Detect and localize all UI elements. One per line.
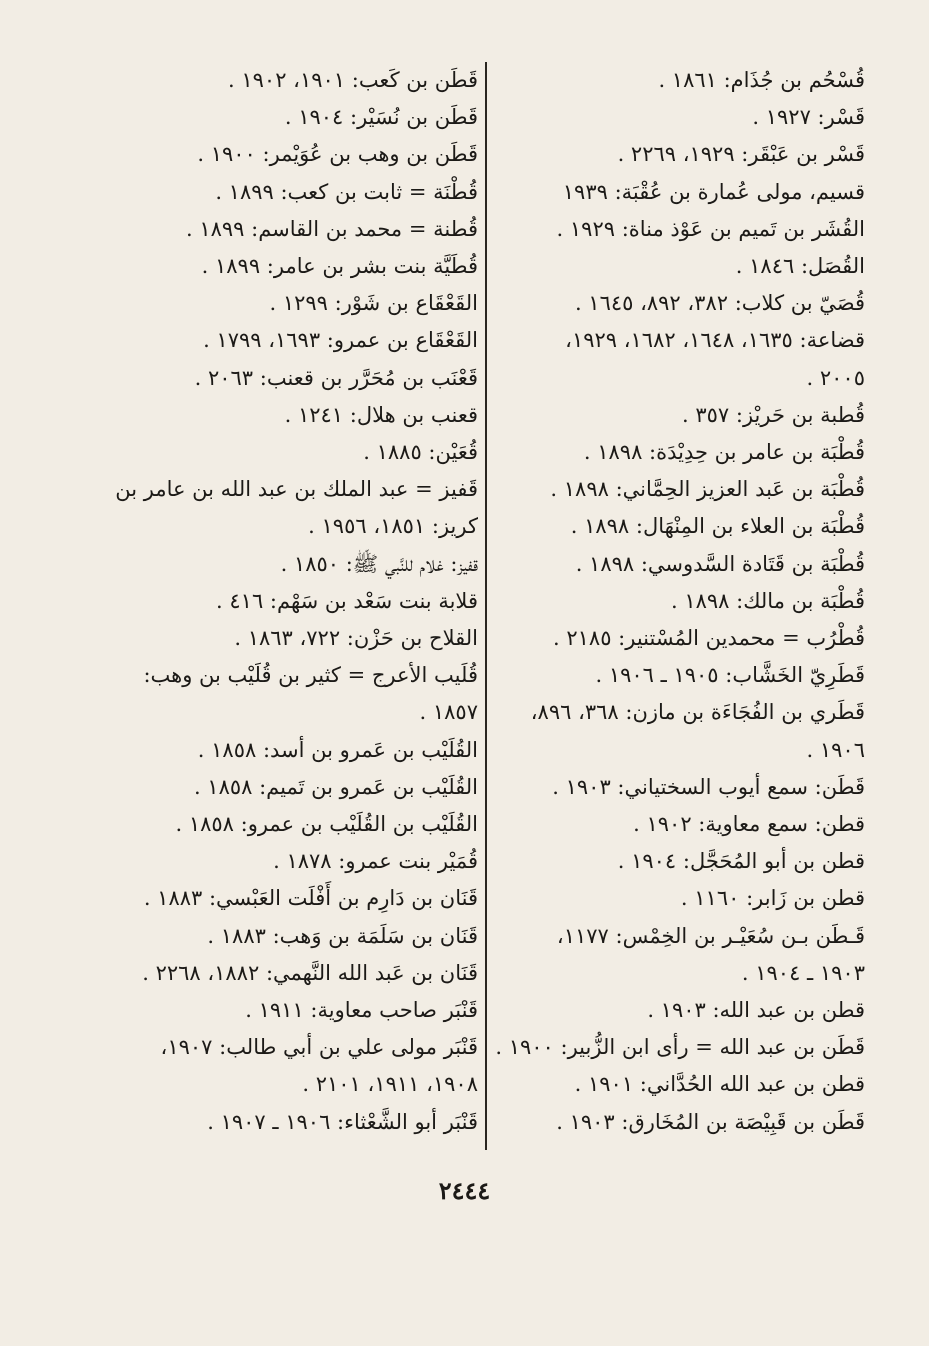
index-entry: القُلَيْب بن عَمرو بن أسد: ١٨٥٨ . — [197, 737, 478, 762]
index-entry: قَطَن بن وهب بن عُوَيْمر: ١٩٠٠ . — [197, 142, 478, 167]
index-entry: قُطْبَة بن عامر بن حِدِيْدَة: ١٨٩٨ . — [583, 440, 865, 465]
index-entry: قضاعة: ١٦٣٥، ١٦٤٨، ١٦٨٢، ١٩٢٩، — [565, 328, 865, 353]
index-entry: قَنْبَر مولى علي بن أبي طالب: ١٩٠٧، — [160, 1035, 478, 1060]
index-entry: قطن بن عبد الله: ١٩٠٣ . — [647, 998, 865, 1023]
index-entry: قطن بن أبو المُحَجَّل: ١٩٠٤ . — [617, 849, 865, 874]
index-entry: ٢٠٠٥ . — [806, 365, 865, 390]
index-entry: ١٩٠٨، ١٩١١، ٢١٠١ . — [302, 1072, 478, 1097]
index-entry: قَطَن بن عبد الله = رأى ابن الزُّبير: ١٩٠٠ . — [495, 1035, 865, 1060]
index-entry: قُطَيَّة بنت بشر بن عامر: ١٨٩٩ . — [201, 254, 478, 279]
index-entry: قفيز: غلام للنَّبي ﷺ: ١٨٥٠ . — [280, 551, 478, 576]
page-number: ٢٤٤٤ — [438, 1176, 491, 1205]
index-entry: قسيم، مولى عُمارة بن عُقْبَة: ١٩٣٩ — [562, 179, 865, 204]
index-entry: قُطْنَة = ثابت بن كعب: ١٨٩٩ . — [215, 179, 478, 204]
index-entry: قَنَان بن دَارِم بن أَفْلَت العَبْسي: ١٨٨٣ . — [143, 886, 478, 911]
index-entry: قَنَان بن عَبد الله النَّهمي: ١٨٨٢، ٢٢٦٨ . — [142, 960, 478, 985]
index-entry: قَطَن بن قَبِيْصَة بن المُخَارق: ١٩٠٣ . — [556, 1109, 865, 1134]
index-entry: قُلَيب الأعرج = كثير بن قُلَيْب بن وهب: — [143, 663, 478, 688]
index-entry: قعنب بن هلال: ١٢٤١ . — [284, 402, 478, 427]
index-entry: القُلَيْب بن القُلَيْب بن عمرو: ١٨٥٨ . — [175, 812, 478, 837]
index-entry: قَنْبَر صاحب معاوية: ١٩١١ . — [245, 998, 478, 1023]
index-entry: قَطَن بن كَعب: ١٩٠١، ١٩٠٢ . — [228, 68, 478, 92]
left-column — [100, 62, 478, 1141]
index-entry: قلابة بنت سَعْد بن سَهْم: ٤١٦ . — [216, 588, 478, 613]
index-entry: قَطَن: سمع أيوب السختياني: ١٩٠٣ . — [552, 774, 865, 799]
index-entry: قُطْبَة بن العلاء بن المِنْهَال: ١٨٩٨ . — [570, 514, 865, 539]
index-entry: قُطنة = محمد بن القاسم: ١٨٩٩ . — [185, 216, 478, 241]
index-entry: قُمَيْر بنت عمرو: ١٨٧٨ . — [273, 849, 478, 874]
index-entry: قَعْنَب بن مُحَرَّر بن قعنب: ٢٠٦٣ . — [194, 365, 478, 390]
index-entry: قُطْبَة بن قَتَادة السَّدوسي: ١٨٩٨ . — [575, 551, 865, 576]
index-entry: قَسْر: ١٩٢٧ . — [752, 105, 865, 130]
index-entry: قَسْر بن عَبْقَر: ١٩٢٩، ٢٢٦٩ . — [617, 142, 865, 167]
index-entry: قُصَيّ بن كلاب: ٣٨٢، ٨٩٢، ١٦٤٥ . — [574, 291, 865, 316]
index-entry: ١٨٥٧ . — [419, 700, 478, 725]
index-entry: قطن: سمع معاوية: ١٩٠٢ . — [633, 812, 865, 837]
index-entry: قُطبة بن حَريْز: ٣٥٧ . — [682, 402, 865, 427]
column-divider — [485, 62, 487, 1150]
index-entry: قطن بن زَابر: ١١٦٠ . — [680, 886, 865, 911]
index-entry: قَفيز = عبد الملك بن عبد الله بن عامر بن — [115, 477, 478, 502]
index-entry: القلاح بن حَزْن: ٧٢٢، ١٨٦٣ . — [234, 626, 478, 651]
index-entry: القُشَر بن تَميم بن عَوْذ مناة: ١٩٢٩ . — [556, 216, 865, 241]
index-entry: قُطْبَة بن مالك: ١٨٩٨ . — [670, 588, 865, 613]
index-entry: قُطْبَة بن عَبد العزيز الحِمَّاني: ١٨٩٨ . — [550, 477, 865, 502]
index-entry: قُعَيْن: ١٨٨٥ . — [363, 440, 478, 465]
index-entry: ١٩٠٦ . — [806, 737, 865, 762]
index-entry: كريز: ١٨٥١، ١٩٥٦ . — [308, 514, 478, 539]
index-entry: قَنَان بن سَلَمَة بن وَهب: ١٨٨٣ . — [207, 923, 478, 948]
index-entry: ١٩٠٣ ـ ١٩٠٤ . — [741, 960, 865, 985]
index-entry: القَعْقَاع بن شَوْر: ١٢٩٩ . — [269, 291, 478, 316]
index-entry: القُصَل: ١٨٤٦ . — [735, 254, 865, 279]
index-entry: قَـطَن بـن سُعَيْـر بن الخِمْس: ١١٧٧، — [556, 923, 865, 948]
index-entry: قَطَن بن نُسَيْر: ١٩٠٤ . — [284, 105, 478, 130]
index-entry: قَنْبَر أبو الشَّعْثاء: ١٩٠٦ ـ ١٩٠٧ . — [207, 1109, 478, 1134]
index-entry: قطن بن عبد الله الحُدَّاني: ١٩٠١ . — [574, 1072, 865, 1097]
index-entry: قَطَرِيّ الخَشَّاب: ١٩٠٥ ـ ١٩٠٦ . — [595, 663, 865, 688]
index-entry: القُلَيْب بن عَمرو بن تَميم: ١٨٥٨ . — [193, 774, 478, 799]
index-entry: قُطْرُب = محمدين المُسْتنير: ٢١٨٥ . — [553, 626, 865, 651]
index-entry: القَعْقَاع بن عمرو: ١٦٩٣، ١٧٩٩ . — [203, 328, 478, 353]
right-column — [495, 62, 865, 1141]
index-entry: قُسْحُم بن جُذَام: ١٨٦١ . — [658, 68, 865, 92]
index-entry: قَطَري بن الفُجَاءَة بن مازن: ٣٦٨، ٨٩٦، — [530, 700, 865, 725]
